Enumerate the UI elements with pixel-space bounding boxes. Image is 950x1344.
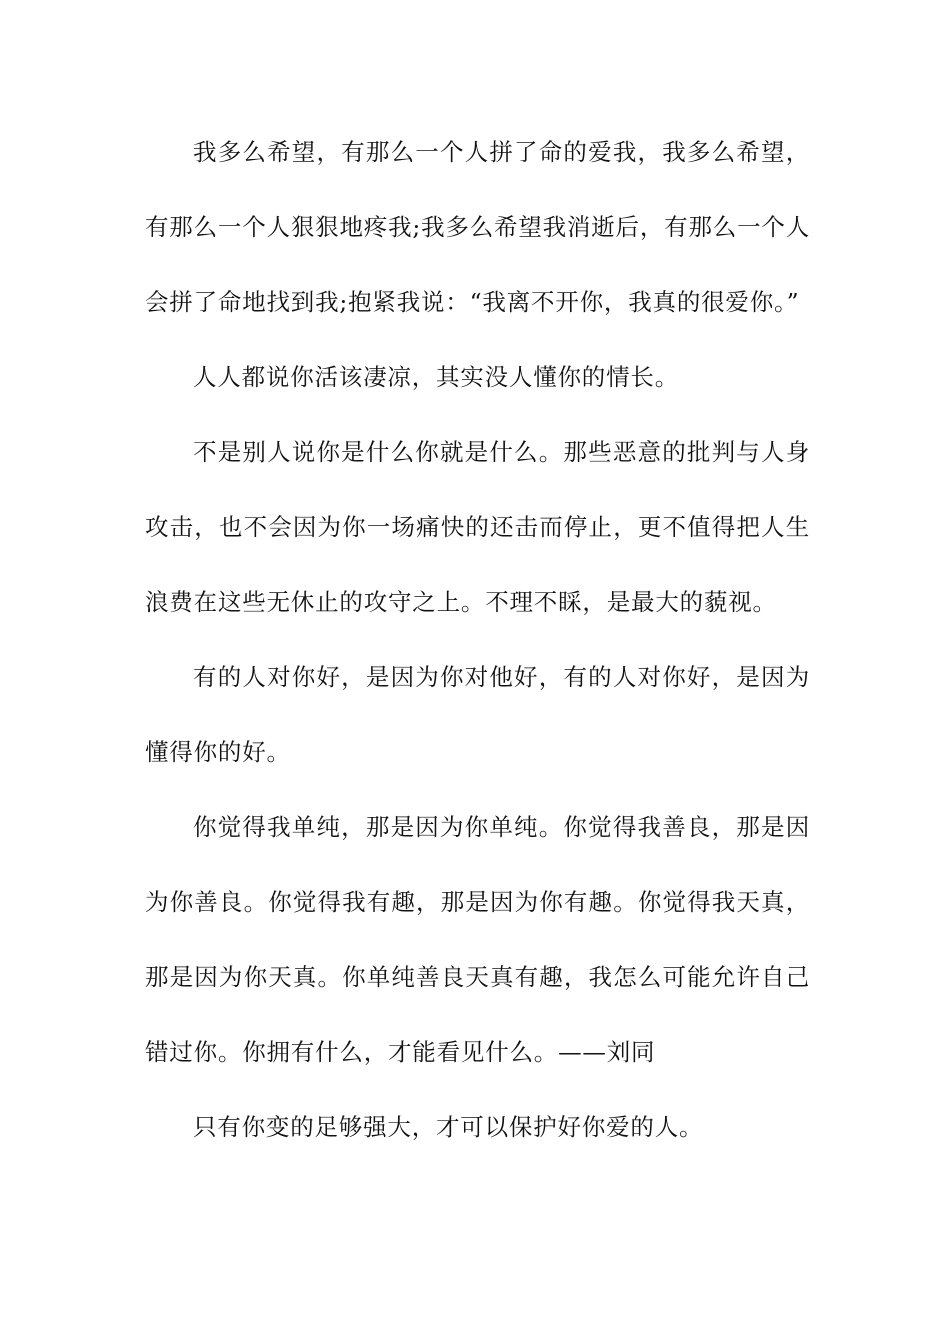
paragraph-2: 人人都说你活该凄凉，其实没人懂你的情长。 bbox=[193, 363, 679, 391]
paragraph-5: 你觉得我单纯，那是因为你单纯。你觉得我善良，那是因为你善良。你觉得我有趣，那是因为你有趣。你觉得我天真，那是因为你天真。你单纯善良天真有趣，我怎么可能允许自己错过你。你拥有什么，才能看见什么。——刘同 bbox=[145, 813, 810, 1066]
paragraph-3: 不是别人说你是什么你就是什么。那些恶意的批判与人身攻击，也不会因为你一场痛快的还击而停止，更不值得把人生浪费在这些无休止的攻守之上。不理不睬，是最大的藐视。 bbox=[145, 438, 810, 616]
paragraph-1: 我多么希望，有那么一个人拼了命的爱我，我多么希望，有那么一个人狠狠地疼我;我多么希望我消逝后，有那么一个人会拼了命地找到我;抱紧我说：“我离不开你，我真的很爱你。” bbox=[145, 138, 810, 316]
paragraph-4: 有的人对你好，是因为你对他好，有的人对你好，是因为懂得你的好。 bbox=[145, 663, 810, 766]
document-body bbox=[145, 115, 810, 1165]
paragraph-6: 只有你变的足够强大，才可以保护好你爱的人。 bbox=[193, 1113, 704, 1141]
